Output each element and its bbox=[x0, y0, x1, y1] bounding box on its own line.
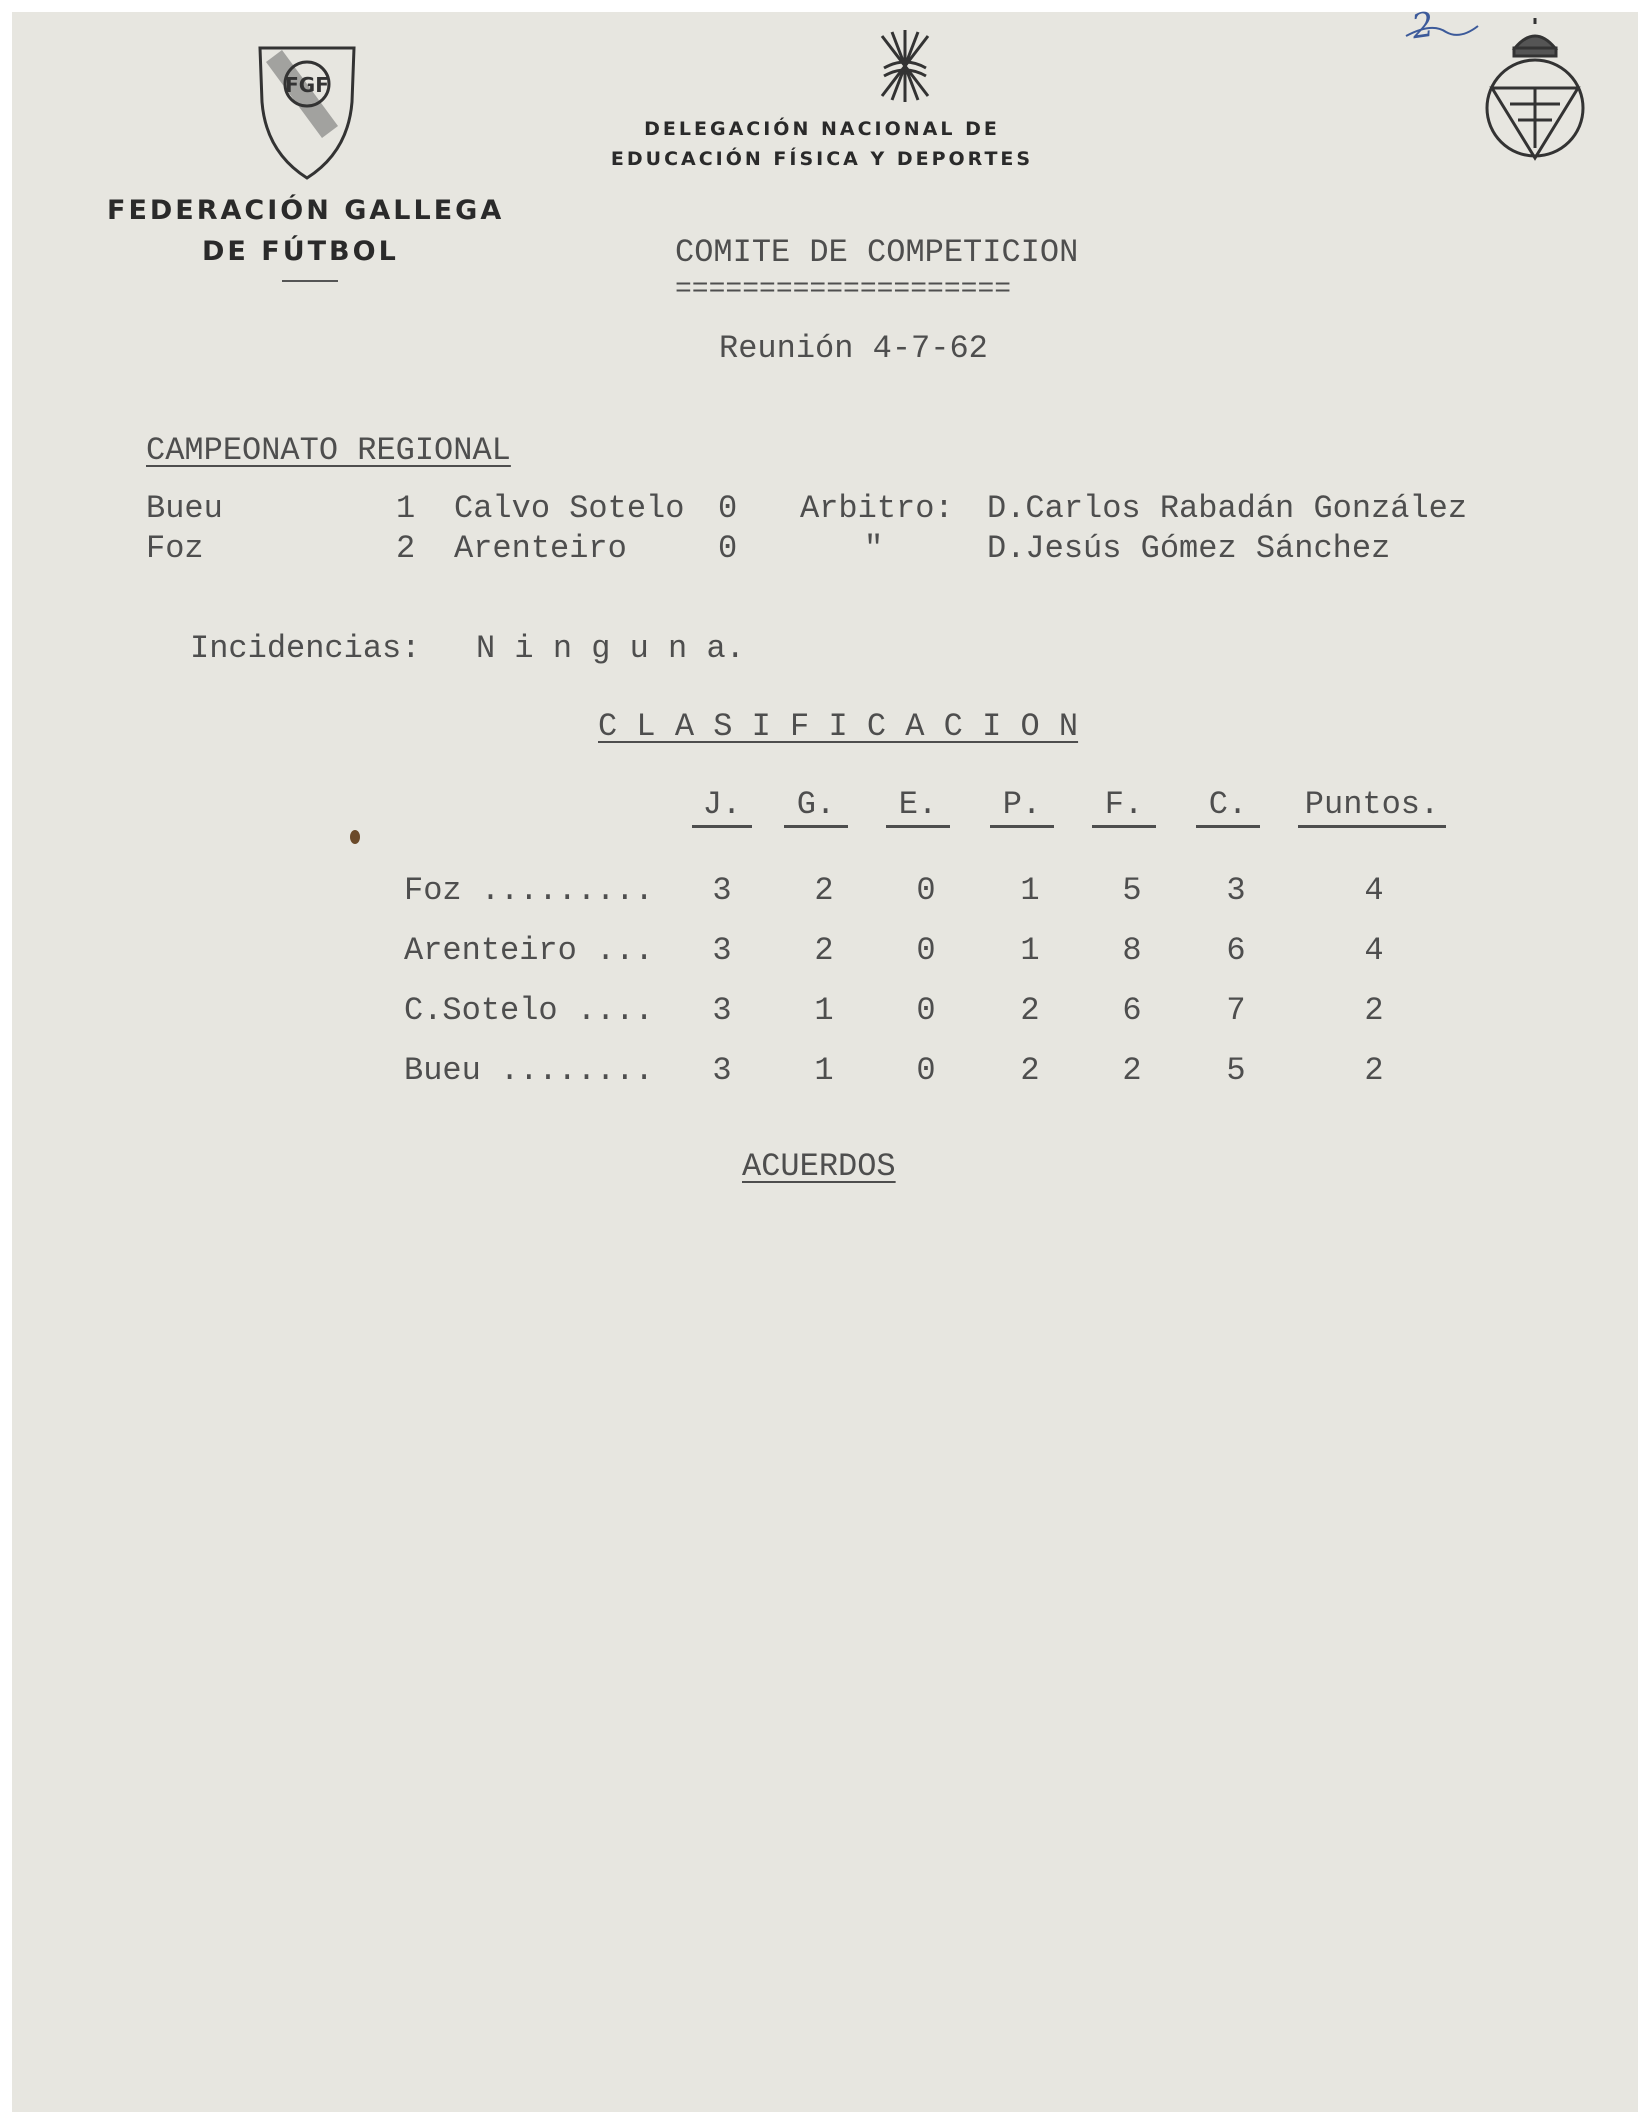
table-cell-points: 2 bbox=[1364, 1052, 1384, 1089]
referee-name: D.Jesús Gómez Sánchez bbox=[987, 530, 1391, 567]
table-row-team: Arenteiro ... bbox=[404, 932, 654, 969]
section-title: CAMPEONATO REGIONAL bbox=[146, 432, 511, 469]
federation-name-line2: DE FÚTBOL bbox=[202, 236, 399, 267]
table-cell-points: 4 bbox=[1364, 932, 1384, 969]
federation-name-line1: FEDERACIÓN GALLEGA bbox=[107, 195, 505, 226]
table-row-team: Bueu ........ bbox=[404, 1052, 654, 1089]
match-home-team: Bueu bbox=[146, 490, 223, 527]
table-cell: 0 bbox=[916, 1052, 936, 1089]
incidents-label: Incidencias: bbox=[190, 630, 421, 667]
column-header: C. bbox=[1208, 786, 1248, 823]
galician-federation-shield-icon bbox=[252, 42, 362, 182]
handwritten-stroke-icon bbox=[1402, 16, 1482, 46]
yoke-and-arrows-emblem-icon bbox=[870, 26, 940, 106]
referee-ditto-mark: " bbox=[864, 530, 884, 567]
column-header: E. bbox=[898, 786, 938, 823]
column-header: F. bbox=[1104, 786, 1144, 823]
table-cell: 6 bbox=[1226, 932, 1246, 969]
table-cell: 7 bbox=[1226, 992, 1246, 1029]
table-cell-points: 4 bbox=[1364, 872, 1384, 909]
column-header-underline bbox=[1298, 825, 1446, 828]
column-header: J. bbox=[702, 786, 742, 823]
classification-title: C L A S I F I C A C I O N bbox=[598, 708, 1079, 745]
document-title: COMITE DE COMPETICION bbox=[675, 234, 1079, 271]
table-cell: 1 bbox=[1020, 932, 1040, 969]
ink-spot bbox=[350, 830, 360, 844]
column-header-underline bbox=[1092, 825, 1156, 828]
match-away-score: 0 bbox=[718, 530, 738, 567]
table-cell: 2 bbox=[1122, 1052, 1142, 1089]
table-cell: 0 bbox=[916, 932, 936, 969]
match-away-score: 0 bbox=[718, 490, 738, 527]
incidents-value: N i n g u n a. bbox=[476, 630, 745, 667]
delegation-name-line2: EDUCACIÓN FÍSICA Y DEPORTES bbox=[610, 148, 1034, 170]
table-row-team: C.Sotelo .... bbox=[404, 992, 654, 1029]
table-cell: 5 bbox=[1226, 1052, 1246, 1089]
referee-name: D.Carlos Rabadán González bbox=[987, 490, 1468, 527]
table-cell: 1 bbox=[814, 1052, 834, 1089]
column-header-underline bbox=[784, 825, 848, 828]
table-cell: 3 bbox=[712, 932, 732, 969]
table-cell: 3 bbox=[712, 992, 732, 1029]
table-cell: 2 bbox=[814, 872, 834, 909]
match-home-score: 1 bbox=[396, 490, 416, 527]
federation-underline bbox=[282, 280, 338, 282]
column-header-underline bbox=[886, 825, 950, 828]
column-header-underline bbox=[692, 825, 752, 828]
table-cell-points: 2 bbox=[1364, 992, 1384, 1029]
table-cell: 5 bbox=[1122, 872, 1142, 909]
match-away-team: Calvo Sotelo bbox=[454, 490, 685, 527]
table-row-team: Foz ......... bbox=[404, 872, 654, 909]
table-cell: 0 bbox=[916, 992, 936, 1029]
delegation-name-line1: DELEGACIÓN NACIONAL DE bbox=[644, 118, 1000, 140]
table-cell: 3 bbox=[712, 872, 732, 909]
table-cell: 2 bbox=[1020, 1052, 1040, 1089]
column-header: P. bbox=[1002, 786, 1042, 823]
column-header: Puntos. bbox=[1304, 786, 1440, 823]
royal-football-federation-crest-icon bbox=[1480, 18, 1590, 168]
table-cell: 8 bbox=[1122, 932, 1142, 969]
document-page bbox=[12, 4, 1638, 2112]
referee-label: Arbitro: bbox=[800, 490, 954, 527]
table-cell: 3 bbox=[712, 1052, 732, 1089]
svg-text:FGF: FGF bbox=[285, 73, 329, 97]
table-cell: 1 bbox=[1020, 872, 1040, 909]
agreements-title: ACUERDOS bbox=[742, 1148, 896, 1185]
table-cell: 1 bbox=[814, 992, 834, 1029]
table-cell: 0 bbox=[916, 872, 936, 909]
match-home-team: Foz bbox=[146, 530, 204, 567]
column-header: G. bbox=[796, 786, 836, 823]
table-cell: 2 bbox=[1020, 992, 1040, 1029]
table-cell: 3 bbox=[1226, 872, 1246, 909]
match-home-score: 2 bbox=[396, 530, 416, 567]
table-cell: 6 bbox=[1122, 992, 1142, 1029]
column-header-underline bbox=[1196, 825, 1260, 828]
column-header-underline bbox=[990, 825, 1054, 828]
meeting-date: Reunión 4-7-62 bbox=[719, 330, 988, 367]
match-away-team: Arenteiro bbox=[454, 530, 627, 567]
title-double-rule: ==================== bbox=[675, 274, 1012, 305]
table-cell: 2 bbox=[814, 932, 834, 969]
handwritten-page-mark: 2 bbox=[1409, 4, 1437, 48]
